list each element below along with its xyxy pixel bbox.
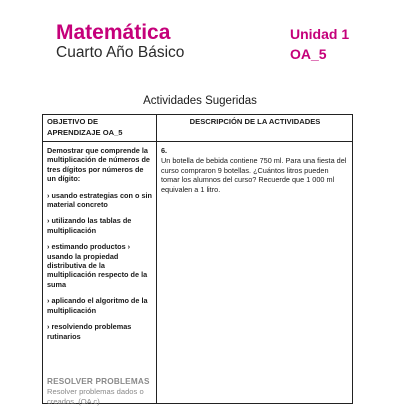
objective-bullet: › resolviendo problemas rutinarios [47,322,132,341]
activity-description: Un botella de bebida contiene 750 ml. Para una fiesta del curso compraron 9 botellas. ¿Cuántos litros pueden tomar los alumnos del curso? Recuerde que 1 000 ml equivalen a 1 litro. [161,156,347,194]
section-title: Actividades Sugeridas [143,95,257,107]
grade-subtitle: Cuarto Año Básico [56,44,185,61]
description-column-header: DESCRIPCIÓN DE LA ACTIVIDADES [189,117,321,126]
skill-title: RESOLVER PROBLEMAS [47,377,150,386]
oa-code: OA_5 [290,46,327,62]
column-divider [156,115,157,403]
skill-note [47,377,153,407]
subject-title: Matemática [56,21,171,44]
objective-column-header: OBJETIVO DE APRENDIZAJE OA_5 [47,117,123,137]
objective-bullet: › aplicando el algoritmo de la multiplicación [47,296,148,315]
objective-intro: Demostrar que comprende la multiplicación de números de tres dígitos por números de un dígito: [47,146,150,184]
activities-table [42,114,353,404]
objective-cell [47,146,153,348]
header-divider [43,141,352,142]
unit-label: Unidad 1 [290,26,350,42]
objective-bullet: › usando estrategias con o sin material concreto [47,190,153,210]
skill-text: Resolver problemas dados o creados. (OA c) [47,387,144,406]
objective-bullet: › utilizando las tablas de multiplicación [47,216,132,235]
activity-cell [161,146,349,194]
activity-number: 6. [161,146,168,155]
objective-bullet: › estimando productos › usando la propiedad distributiva de la multiplicación respecto de la suma [47,242,148,289]
